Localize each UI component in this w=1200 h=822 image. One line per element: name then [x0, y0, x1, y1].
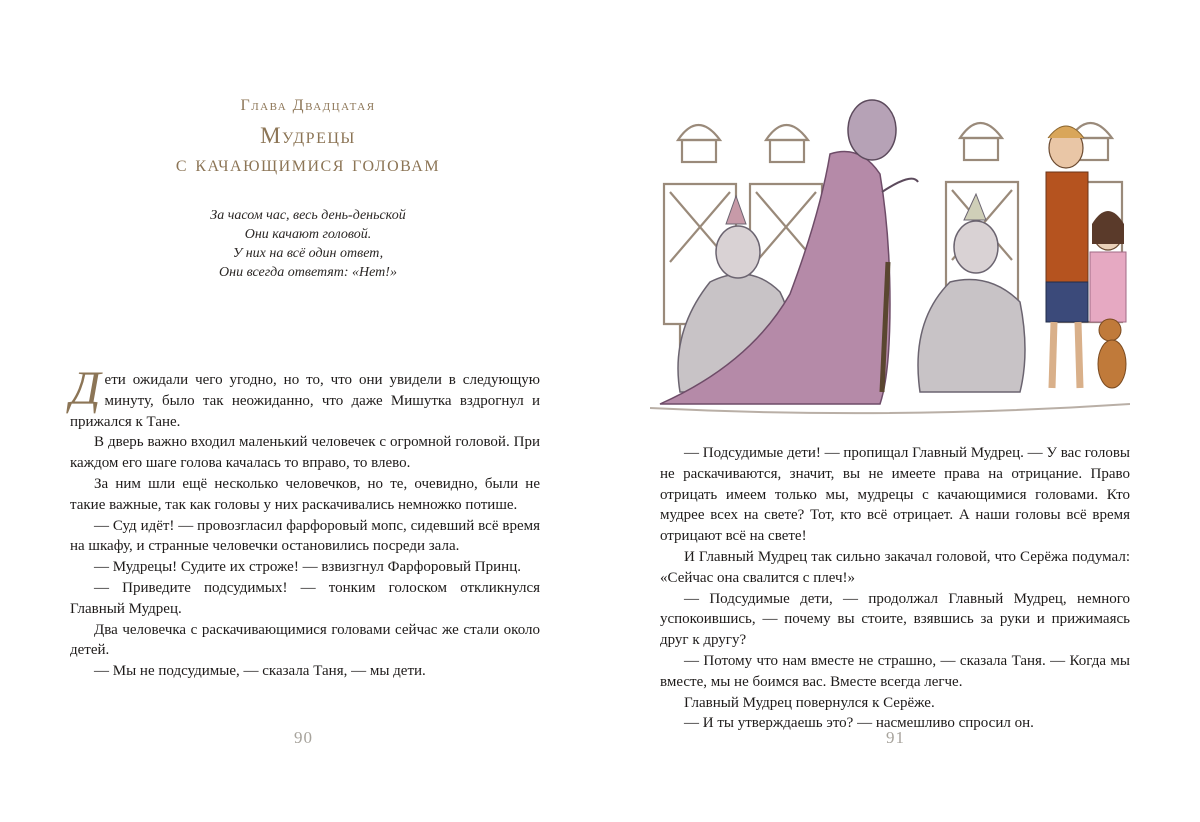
paragraph: — Мы не подсудимые, — сказала Таня, — мы дети.	[94, 663, 426, 680]
chapter-title	[120, 122, 496, 178]
chapter-title-line-2: с качающимися головам	[175, 151, 441, 176]
girl-figure	[1090, 211, 1126, 322]
right-body-text	[660, 443, 1130, 734]
epigraph-line: У них на всё один ответ,	[232, 246, 384, 261]
drop-cap: Д	[70, 362, 101, 415]
page-number-left: 90	[294, 728, 313, 747]
ground-line	[650, 404, 1130, 413]
epigraph	[130, 206, 486, 282]
paragraph: — И ты утверждаешь это? — насмешливо спросил он.	[684, 715, 1034, 732]
left-body-text	[70, 362, 540, 682]
epigraph-line: Они качают головой.	[244, 227, 372, 242]
chapter-title-line-1: Мудрецы	[260, 123, 356, 148]
paragraph: — Мудрецы! Судите их строже! — взвизгнул Фарфоровый Принц.	[94, 559, 521, 576]
paragraph: — Подсудимые дети! — пропищал Главный Мудрец. — У вас головы не раскачиваются, значит, вы не имеете права на отрицание. Право отрицать имеем только мы, мудрецы с качающимися головами. Кто мудрее всех на свете? Тот, кто всё отрицает. А наши головы всё время отрицают всё на свете!	[660, 445, 1130, 545]
teddy-bear	[1098, 319, 1126, 388]
paragraph: Главный Мудрец повернулся к Серёже.	[684, 694, 935, 711]
epigraph-line: За часом час, весь день-деньской	[210, 208, 406, 223]
paragraph: В дверь важно входил маленький человечек с огромной головой. При каждом его шаге голова качалась то вправо, то влево.	[70, 434, 540, 472]
right-page	[600, 0, 1200, 822]
illustration	[650, 92, 1130, 422]
paragraph: Два человечка с раскачивающимися головами сейчас же стали около детей.	[70, 621, 540, 659]
epigraph-line: Они всегда ответят: «Нет!»	[219, 265, 397, 280]
paragraph: — Потому что нам вместе не страшно, — сказала Таня. — Когда мы вместе, мы не боимся вас. Вместе всегда легче.	[660, 652, 1130, 690]
seated-sage-right	[918, 194, 1025, 392]
paragraph: — Подсудимые дети, — продолжал Главный Мудрец, немного успокоившись, — почему вы стоите, взявшись за руки и прижимаясь друг к другу?	[660, 590, 1130, 649]
paragraph: — Приведите подсудимых! — тонким голоском откликнулся Главный Мудрец.	[70, 579, 540, 617]
boy-figure	[1046, 126, 1088, 388]
chapter-label: Глава Двадцатая	[240, 97, 376, 114]
first-paragraph	[70, 362, 540, 432]
first-paragraph-text: ети ожидали чего угодно, но то, что они увидели в следующую минуту, было так неожиданно, что даже Мишутка вздрогнул и прижался к Тане.	[70, 372, 540, 430]
paragraph: И Главный Мудрец так сильно закачал головой, что Серёжа подумал: «Сейчас она свалится с плеч!»	[660, 548, 1130, 586]
paragraph: — Суд идёт! — провозгласил фарфоровый мопс, сидевший всё время на шкафу, и странные человечки остановились посреди зала.	[70, 517, 540, 555]
paragraph: За ним шли ещё несколько человечков, но те, очевидно, были не такие важные, так как головы у них раскачивались немножко потише.	[70, 475, 540, 513]
page-number-right: 91	[886, 728, 905, 747]
